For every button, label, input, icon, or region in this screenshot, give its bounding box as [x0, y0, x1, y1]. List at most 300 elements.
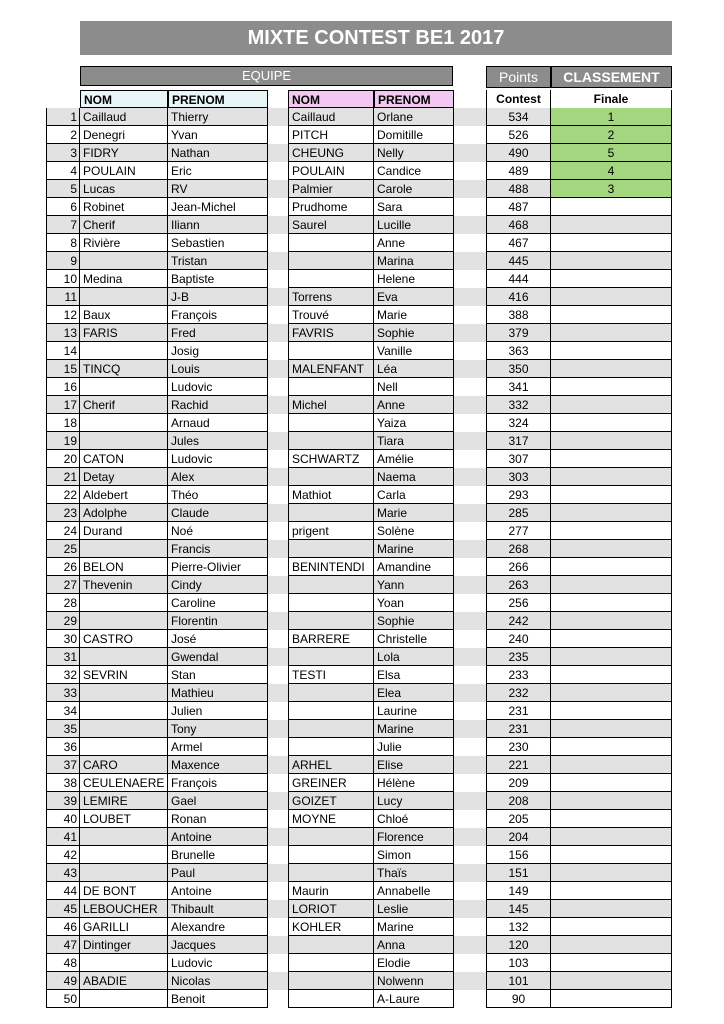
rank-number: 37: [46, 756, 80, 774]
prenom-women-cell: Annabelle: [374, 882, 454, 900]
prenom-men-cell: José: [168, 630, 268, 648]
rank-number: 26: [46, 558, 80, 576]
nom-men-cell: TINCQ: [80, 360, 168, 378]
nom-men-cell: Detay: [80, 468, 168, 486]
prenom-women-cell: Florence: [374, 828, 454, 846]
nom-women-cell: [288, 504, 374, 522]
nom-women-cell: SCHWARTZ: [288, 450, 374, 468]
nom-women-cell: ARHEL: [288, 756, 374, 774]
finale-rank-cell: [551, 846, 672, 864]
prenom-women-cell: Anna: [374, 936, 454, 954]
finale-rank-cell: [551, 630, 672, 648]
nom-women-cell: [288, 702, 374, 720]
contest-points-cell: 307: [486, 450, 551, 468]
contest-points-cell: 235: [486, 648, 551, 666]
prenom-men-cell: Ludovic: [168, 378, 268, 396]
rank-number: 20: [46, 450, 80, 468]
nom-men-cell: [80, 990, 168, 1008]
rank-number: 19: [46, 432, 80, 450]
prenom-men-cell: Nathan: [168, 144, 268, 162]
nom-header-men: NOM: [80, 90, 168, 108]
nom-women-cell: [288, 252, 374, 270]
finale-rank-cell: [551, 252, 672, 270]
prenom-women-cell: Laurine: [374, 702, 454, 720]
contest-points-cell: 233: [486, 666, 551, 684]
nom-men-cell: FIDRY: [80, 144, 168, 162]
rank-number: 25: [46, 540, 80, 558]
prenom-men-cell: Ludovic: [168, 450, 268, 468]
prenom-men-cell: Francis: [168, 540, 268, 558]
contest-points-cell: 363: [486, 342, 551, 360]
nom-men-cell: [80, 954, 168, 972]
nom-men-cell: Medina: [80, 270, 168, 288]
nom-women-cell: prigent: [288, 522, 374, 540]
nom-men-cell: Rivière: [80, 234, 168, 252]
nom-men-cell: FARIS: [80, 324, 168, 342]
finale-rank-cell: [551, 378, 672, 396]
prenom-men-cell: Claude: [168, 504, 268, 522]
nom-women-cell: LORIOT: [288, 900, 374, 918]
nom-women-cell: [288, 468, 374, 486]
finale-rank-cell: [551, 594, 672, 612]
contest-points-cell: 293: [486, 486, 551, 504]
prenom-women-cell: Leslie: [374, 900, 454, 918]
nom-women-cell: Maurin: [288, 882, 374, 900]
finale-rank-cell: [551, 828, 672, 846]
nom-men-cell: [80, 648, 168, 666]
prenom-men-cell: Nicolas: [168, 972, 268, 990]
contest-points-cell: 103: [486, 954, 551, 972]
rank-number: 12: [46, 306, 80, 324]
prenom-women-cell: Simon: [374, 846, 454, 864]
contest-points-cell: 132: [486, 918, 551, 936]
finale-rank-cell: [551, 360, 672, 378]
rank-number: 32: [46, 666, 80, 684]
contest-points-cell: 534: [486, 108, 551, 126]
prenom-women-cell: Marine: [374, 918, 454, 936]
contest-points-cell: 490: [486, 144, 551, 162]
prenom-women-cell: Yaiza: [374, 414, 454, 432]
nom-men-cell: [80, 432, 168, 450]
prenom-women-cell: Yoan: [374, 594, 454, 612]
prenom-women-cell: Anne: [374, 396, 454, 414]
finale-rank-cell: [551, 990, 672, 1008]
nom-women-cell: Saurel: [288, 216, 374, 234]
finale-rank-cell: [551, 684, 672, 702]
prenom-women-cell: Naema: [374, 468, 454, 486]
nom-men-cell: Robinet: [80, 198, 168, 216]
prenom-men-cell: Yvan: [168, 126, 268, 144]
contest-points-cell: 317: [486, 432, 551, 450]
nom-women-cell: BARRERE: [288, 630, 374, 648]
nom-men-cell: Adolphe: [80, 504, 168, 522]
prenom-women-cell: Christelle: [374, 630, 454, 648]
prenom-men-cell: Théo: [168, 486, 268, 504]
prenom-header-women: PRENOM: [374, 90, 454, 108]
prenom-men-cell: Brunelle: [168, 846, 268, 864]
nom-men-cell: CARO: [80, 756, 168, 774]
contest-points-cell: 266: [486, 558, 551, 576]
prenom-women-cell: Marina: [374, 252, 454, 270]
nom-men-cell: Dintinger: [80, 936, 168, 954]
prenom-women-cell: Marine: [374, 720, 454, 738]
nom-men-cell: [80, 594, 168, 612]
nom-men-cell: GARILLI: [80, 918, 168, 936]
prenom-women-cell: Julie: [374, 738, 454, 756]
nom-men-cell: LEMIRE: [80, 792, 168, 810]
prenom-men-cell: Alexandre: [168, 918, 268, 936]
contest-points-cell: 209: [486, 774, 551, 792]
nom-women-cell: TESTI: [288, 666, 374, 684]
nom-men-cell: [80, 342, 168, 360]
prenom-women-cell: Elsa: [374, 666, 454, 684]
prenom-men-cell: Jean-Michel: [168, 198, 268, 216]
nom-men-cell: [80, 684, 168, 702]
rank-number: 48: [46, 954, 80, 972]
nom-men-cell: [80, 828, 168, 846]
prenom-women-cell: Chloé: [374, 810, 454, 828]
nom-men-cell: Caillaud: [80, 108, 168, 126]
rank-number: 15: [46, 360, 80, 378]
finale-rank-cell: [551, 792, 672, 810]
nom-header-women: NOM: [288, 90, 374, 108]
prenom-women-cell: Amandine: [374, 558, 454, 576]
contest-points-cell: 467: [486, 234, 551, 252]
prenom-men-cell: Tony: [168, 720, 268, 738]
rank-number: 35: [46, 720, 80, 738]
prenom-men-cell: Alex: [168, 468, 268, 486]
nom-men-cell: LEBOUCHER: [80, 900, 168, 918]
prenom-women-cell: Thaïs: [374, 864, 454, 882]
rank-number: 27: [46, 576, 80, 594]
finale-rank-cell: [551, 414, 672, 432]
finale-rank-cell: [551, 720, 672, 738]
prenom-women-cell: Elodie: [374, 954, 454, 972]
nom-men-cell: [80, 288, 168, 306]
prenom-women-cell: Orlane: [374, 108, 454, 126]
nom-women-cell: [288, 972, 374, 990]
prenom-women-cell: Lucille: [374, 216, 454, 234]
rank-number: 44: [46, 882, 80, 900]
rank-number: 22: [46, 486, 80, 504]
nom-women-cell: Trouvé: [288, 306, 374, 324]
prenom-men-cell: Antoine: [168, 882, 268, 900]
finale-rank-cell: [551, 810, 672, 828]
nom-women-cell: PITCH: [288, 126, 374, 144]
prenom-women-cell: Nolwenn: [374, 972, 454, 990]
finale-rank-cell: [551, 342, 672, 360]
prenom-men-cell: Pierre-Olivier: [168, 558, 268, 576]
rank-number: 9: [46, 252, 80, 270]
contest-points-cell: 149: [486, 882, 551, 900]
rank-number: 8: [46, 234, 80, 252]
finale-rank-cell: 3: [551, 180, 672, 198]
nom-men-cell: [80, 738, 168, 756]
rank-number: 21: [46, 468, 80, 486]
prenom-men-cell: Eric: [168, 162, 268, 180]
equipe-header: EQUIPE: [80, 66, 453, 86]
prenom-women-cell: Yann: [374, 576, 454, 594]
rank-number: 50: [46, 990, 80, 1008]
prenom-men-cell: Mathieu: [168, 684, 268, 702]
finale-rank-cell: [551, 864, 672, 882]
rank-number: 40: [46, 810, 80, 828]
nom-men-cell: CATON: [80, 450, 168, 468]
nom-women-cell: CHEUNG: [288, 144, 374, 162]
prenom-men-cell: Rachid: [168, 396, 268, 414]
prenom-men-cell: Florentin: [168, 612, 268, 630]
nom-men-cell: CASTRO: [80, 630, 168, 648]
prenom-women-cell: Vanille: [374, 342, 454, 360]
nom-women-cell: POULAIN: [288, 162, 374, 180]
nom-women-cell: [288, 846, 374, 864]
rank-number: 3: [46, 144, 80, 162]
contest-points-cell: 303: [486, 468, 551, 486]
nom-men-cell: Cherif: [80, 396, 168, 414]
finale-rank-cell: [551, 774, 672, 792]
contest-points-cell: 489: [486, 162, 551, 180]
prenom-women-cell: Amélie: [374, 450, 454, 468]
nom-men-cell: Denegri: [80, 126, 168, 144]
rank-number: 46: [46, 918, 80, 936]
prenom-women-cell: Nell: [374, 378, 454, 396]
finale-rank-cell: [551, 486, 672, 504]
contest-points-cell: 231: [486, 720, 551, 738]
finale-rank-cell: [551, 936, 672, 954]
contest-points-cell: 208: [486, 792, 551, 810]
contest-points-cell: 156: [486, 846, 551, 864]
rank-number: 29: [46, 612, 80, 630]
prenom-men-cell: Armel: [168, 738, 268, 756]
prenom-women-cell: Carole: [374, 180, 454, 198]
prenom-women-cell: Candice: [374, 162, 454, 180]
finale-rank-cell: [551, 432, 672, 450]
rank-number: 17: [46, 396, 80, 414]
rank-number: 49: [46, 972, 80, 990]
page-title: MIXTE CONTEST BE1 2017: [80, 21, 672, 55]
nom-men-cell: [80, 864, 168, 882]
contest-points-cell: 268: [486, 540, 551, 558]
nom-men-cell: Baux: [80, 306, 168, 324]
rank-number: 16: [46, 378, 80, 396]
nom-men-cell: Durand: [80, 522, 168, 540]
nom-women-cell: [288, 936, 374, 954]
finale-rank-cell: [551, 468, 672, 486]
nom-women-cell: [288, 954, 374, 972]
prenom-women-cell: Elise: [374, 756, 454, 774]
points-header: Points: [486, 66, 551, 88]
nom-women-cell: [288, 864, 374, 882]
finale-rank-cell: [551, 882, 672, 900]
finale-rank-cell: 2: [551, 126, 672, 144]
prenom-men-cell: J-B: [168, 288, 268, 306]
contest-points-cell: 350: [486, 360, 551, 378]
nom-women-cell: FAVRIS: [288, 324, 374, 342]
prenom-men-cell: Jules: [168, 432, 268, 450]
finale-rank-cell: [551, 918, 672, 936]
rank-number: 45: [46, 900, 80, 918]
prenom-women-cell: Sophie: [374, 324, 454, 342]
prenom-women-cell: Sophie: [374, 612, 454, 630]
prenom-men-cell: Noé: [168, 522, 268, 540]
nom-women-cell: [288, 432, 374, 450]
contest-points-cell: 285: [486, 504, 551, 522]
prenom-men-cell: Julien: [168, 702, 268, 720]
nom-men-cell: BELON: [80, 558, 168, 576]
contest-points-cell: 388: [486, 306, 551, 324]
prenom-women-cell: Marie: [374, 504, 454, 522]
nom-men-cell: [80, 846, 168, 864]
rank-number: 7: [46, 216, 80, 234]
prenom-men-cell: Benoit: [168, 990, 268, 1008]
contest-points-cell: 468: [486, 216, 551, 234]
finale-rank-cell: [551, 900, 672, 918]
finale-rank-cell: [551, 306, 672, 324]
contest-points-cell: 324: [486, 414, 551, 432]
prenom-women-cell: A-Laure: [374, 990, 454, 1008]
prenom-women-cell: Hélène: [374, 774, 454, 792]
finale-rank-cell: [551, 450, 672, 468]
finale-rank-cell: 1: [551, 108, 672, 126]
contest-points-cell: 240: [486, 630, 551, 648]
contest-points-cell: 101: [486, 972, 551, 990]
nom-women-cell: [288, 828, 374, 846]
rank-number: 47: [46, 936, 80, 954]
prenom-men-cell: Ronan: [168, 810, 268, 828]
finale-rank-cell: [551, 756, 672, 774]
finale-rank-cell: [551, 558, 672, 576]
nom-women-cell: [288, 342, 374, 360]
nom-men-cell: [80, 720, 168, 738]
finale-rank-cell: [551, 396, 672, 414]
rank-number: 10: [46, 270, 80, 288]
contest-points-cell: 487: [486, 198, 551, 216]
contest-points-cell: 256: [486, 594, 551, 612]
nom-women-cell: Michel: [288, 396, 374, 414]
prenom-women-cell: Solène: [374, 522, 454, 540]
nom-women-cell: MALENFANT: [288, 360, 374, 378]
contest-points-cell: 231: [486, 702, 551, 720]
finale-rank-cell: 4: [551, 162, 672, 180]
prenom-men-cell: Josig: [168, 342, 268, 360]
nom-women-cell: [288, 414, 374, 432]
contest-points-cell: 242: [486, 612, 551, 630]
contest-points-cell: 232: [486, 684, 551, 702]
finale-rank-cell: [551, 576, 672, 594]
nom-men-cell: POULAIN: [80, 162, 168, 180]
prenom-women-cell: Lola: [374, 648, 454, 666]
prenom-men-cell: Tristan: [168, 252, 268, 270]
contest-points-cell: 145: [486, 900, 551, 918]
nom-men-cell: [80, 252, 168, 270]
contest-points-cell: 221: [486, 756, 551, 774]
rank-number: 14: [46, 342, 80, 360]
prenom-men-cell: François: [168, 774, 268, 792]
rank-number: 2: [46, 126, 80, 144]
rank-number: 34: [46, 702, 80, 720]
rank-number: 28: [46, 594, 80, 612]
nom-women-cell: [288, 576, 374, 594]
classement-header: CLASSEMENT: [551, 66, 672, 88]
rank-number: 41: [46, 828, 80, 846]
finale-rank-cell: [551, 666, 672, 684]
contest-points-cell: 205: [486, 810, 551, 828]
finale-rank-cell: [551, 522, 672, 540]
rank-number: 11: [46, 288, 80, 306]
finale-rank-cell: [551, 504, 672, 522]
prenom-men-cell: Jacques: [168, 936, 268, 954]
contest-points-cell: 379: [486, 324, 551, 342]
contest-points-cell: 120: [486, 936, 551, 954]
nom-women-cell: [288, 684, 374, 702]
nom-women-cell: [288, 270, 374, 288]
prenom-women-cell: Sara: [374, 198, 454, 216]
nom-women-cell: Palmier: [288, 180, 374, 198]
rank-number: 24: [46, 522, 80, 540]
rank-number: 23: [46, 504, 80, 522]
prenom-women-cell: Elea: [374, 684, 454, 702]
nom-women-cell: [288, 990, 374, 1008]
nom-women-cell: GREINER: [288, 774, 374, 792]
contest-points-cell: 526: [486, 126, 551, 144]
nom-men-cell: LOUBET: [80, 810, 168, 828]
contest-points-cell: 341: [486, 378, 551, 396]
prenom-women-cell: Anne: [374, 234, 454, 252]
rank-number: 13: [46, 324, 80, 342]
nom-men-cell: DE BONT: [80, 882, 168, 900]
rank-number: 33: [46, 684, 80, 702]
prenom-men-cell: Fred: [168, 324, 268, 342]
finale-rank-cell: [551, 324, 672, 342]
contest-points-cell: 204: [486, 828, 551, 846]
prenom-women-cell: Eva: [374, 288, 454, 306]
rank-number: 43: [46, 864, 80, 882]
prenom-men-cell: Maxence: [168, 756, 268, 774]
rank-number: 38: [46, 774, 80, 792]
nom-women-cell: MOYNE: [288, 810, 374, 828]
contest-points-cell: 151: [486, 864, 551, 882]
prenom-men-cell: Thibault: [168, 900, 268, 918]
nom-men-cell: ABADIE: [80, 972, 168, 990]
contest-points-cell: 444: [486, 270, 551, 288]
finale-rank-cell: [551, 234, 672, 252]
nom-women-cell: Mathiot: [288, 486, 374, 504]
prenom-men-cell: Cindy: [168, 576, 268, 594]
nom-women-cell: Torrens: [288, 288, 374, 306]
rank-number: 1: [46, 108, 80, 126]
nom-women-cell: [288, 378, 374, 396]
nom-men-cell: SEVRIN: [80, 666, 168, 684]
finale-rank-cell: [551, 216, 672, 234]
prenom-men-cell: Caroline: [168, 594, 268, 612]
prenom-men-cell: Sebastien: [168, 234, 268, 252]
rank-number: 31: [46, 648, 80, 666]
nom-women-cell: [288, 720, 374, 738]
nom-men-cell: CEULENAERE: [80, 774, 168, 792]
prenom-women-cell: Marine: [374, 540, 454, 558]
finale-rank-cell: [551, 612, 672, 630]
prenom-women-cell: Nelly: [374, 144, 454, 162]
finale-rank-cell: 5: [551, 144, 672, 162]
rank-number: 42: [46, 846, 80, 864]
contest-points-cell: 277: [486, 522, 551, 540]
prenom-men-cell: Gwendal: [168, 648, 268, 666]
nom-men-cell: Cherif: [80, 216, 168, 234]
prenom-men-cell: Antoine: [168, 828, 268, 846]
prenom-men-cell: Baptiste: [168, 270, 268, 288]
nom-women-cell: Prudhome: [288, 198, 374, 216]
finale-rank-cell: [551, 198, 672, 216]
